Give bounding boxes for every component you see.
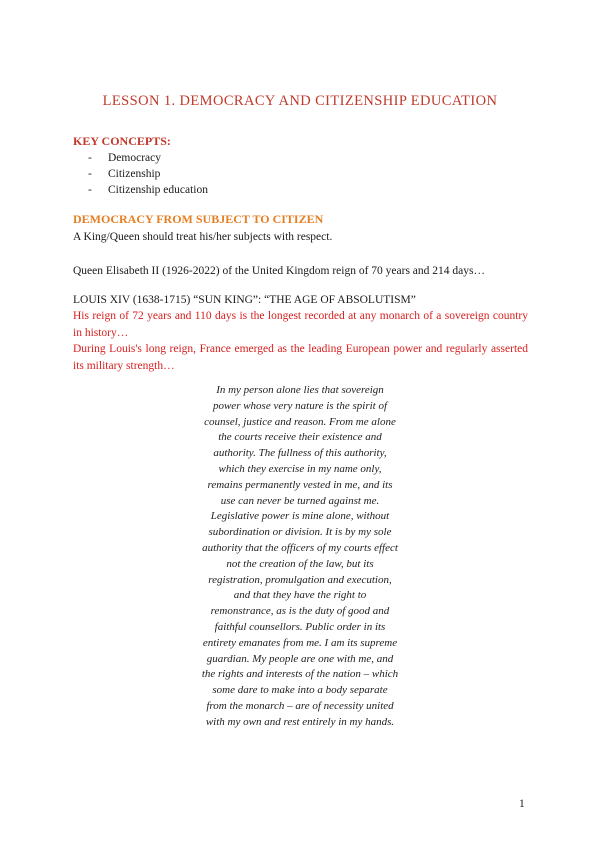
quote-line: Legislative power is mine alone, without — [210, 510, 390, 523]
quote-line: subordination or division. It is by my sole — [208, 526, 392, 539]
paragraph-reign: His reign of 72 years and 110 days is the longest recorded at any monarch of a sovereign country in history… — [73, 310, 528, 339]
section-heading: DEMOCRACY FROM SUBJECT TO CITIZEN — [73, 212, 324, 226]
quote-line: from the monarch – are of necessity united — [206, 699, 394, 712]
quote-line: the rights and interests of the nation – which — [201, 668, 399, 681]
quote-line: power whose very nature is the spirit of — [212, 399, 388, 412]
list-dash: - — [88, 168, 92, 180]
quote-line: authority. The fullness of this authority, — [213, 447, 387, 460]
quote-line: remonstrance, as is the duty of good and — [210, 605, 390, 618]
quote-line: In my person alone lies that sovereign — [216, 384, 384, 396]
paragraph-elisabeth: Queen Elisabeth II (1926-2022) of the United Kingdom reign of 70 years and 214 days… — [73, 265, 485, 277]
quote-line: guardian. My people are one with me, and — [206, 652, 394, 665]
quote-line: which they exercise in my name only, — [218, 462, 382, 475]
quote-line: and that they have the right to — [233, 589, 367, 602]
list-dash: - — [88, 152, 92, 164]
list-item — [88, 182, 208, 198]
paragraph-louis: LOUIS XIV (1638-1715) “SUN KING”: “THE AGE OF ABSOLUTISM” — [73, 294, 416, 306]
quote-line: use can never be turned against me. — [220, 494, 380, 507]
quote-line: faithful counsellors. Public order in its — [214, 620, 386, 633]
lesson-title: LESSON 1. DEMOCRACY AND CITIZENSHIP EDUCATION — [102, 93, 498, 109]
quote-line: remains permanently vested in me, and its — [207, 478, 393, 491]
quote-line: authority that the officers of my courts effect — [202, 541, 398, 554]
page-number: 1 — [519, 798, 525, 810]
quote-line: not the creation of the law, but its — [226, 557, 374, 570]
paragraph-respect: A King/Queen should treat his/her subjects with respect. — [73, 231, 333, 243]
quote-line: the courts receive their existence and — [218, 431, 382, 444]
key-concepts-list — [88, 150, 208, 198]
quote-line: registration, promulgation and execution, — [208, 573, 392, 586]
list-dash: - — [88, 184, 92, 196]
quote-line: entirety emanates from me. I am its supreme — [202, 636, 398, 649]
list-item-label: Citizenship — [108, 168, 161, 180]
quote-line: with my own and rest entirely in my hands. — [205, 715, 395, 728]
paragraph-france: During Louis's long reign, France emerged as the leading European power and regularly asserted its military strength… — [73, 343, 528, 372]
list-item — [88, 166, 208, 182]
key-concepts-heading: KEY CONCEPTS: — [73, 134, 171, 148]
quote-line: counsel, justice and reason. From me alone — [204, 415, 396, 428]
list-item-label: Democracy — [108, 152, 161, 164]
list-item-label: Citizenship education — [108, 184, 208, 196]
list-item — [88, 150, 208, 166]
quote-line: some dare to make into a body separate — [212, 684, 388, 697]
louis-quote — [170, 383, 430, 731]
